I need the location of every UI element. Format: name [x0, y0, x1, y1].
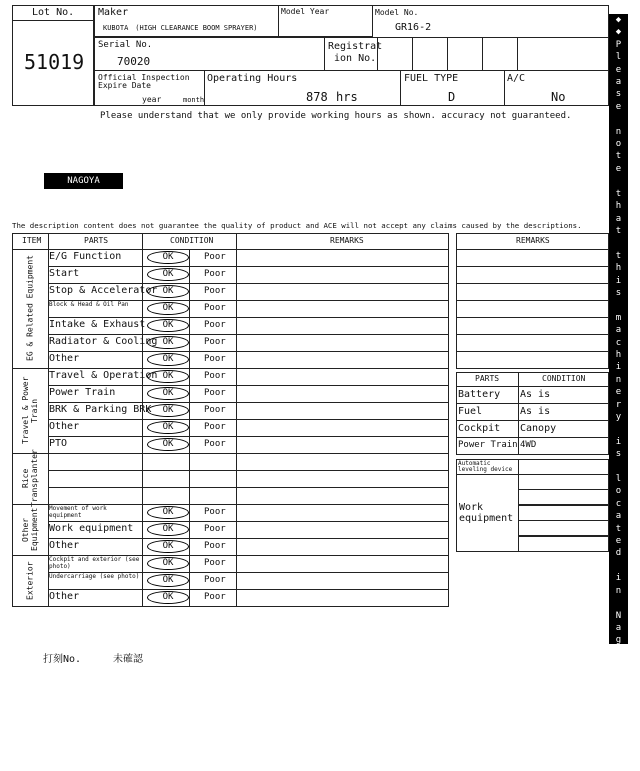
spec-value: As is [520, 389, 551, 400]
model-year-label: Model Year [281, 7, 330, 16]
remarks-cell [236, 317, 449, 335]
year-label: year [142, 95, 162, 104]
remarks-cell [236, 334, 449, 352]
remarks-cell [236, 419, 449, 437]
right-remarks-row [456, 300, 609, 318]
group-label: Other Equipment [21, 507, 39, 552]
part-label: Undercarriage (see photo) [49, 573, 140, 580]
hours-note: Please understand that we only provide working hours as shown. accuracy not guaranteed. [100, 111, 572, 121]
ok-checkbox: OK [147, 557, 189, 570]
inspection-label-1: Official Inspection [98, 73, 190, 82]
ok-cell [142, 453, 190, 471]
reg-cell-4 [482, 37, 518, 71]
poor-option: Poor [204, 524, 226, 534]
poor-cell [189, 470, 237, 488]
part-label: Travel & Operation [49, 370, 158, 381]
remarks-cell [236, 266, 449, 284]
poor-option: Poor [204, 575, 226, 585]
stamp-no-label: 打刻No. [43, 654, 82, 665]
part-label: PTO [49, 438, 68, 449]
poor-cell [189, 453, 237, 471]
remarks-cell [236, 368, 449, 386]
work-equipment-row [518, 474, 609, 490]
poor-option: Poor [204, 507, 226, 517]
part-label: Radiator & Cooling [49, 336, 158, 347]
right-remarks-row [456, 351, 609, 369]
group-label: Exterior [25, 561, 35, 600]
hours-unit: hrs [336, 90, 358, 104]
leveling-value [518, 459, 609, 475]
inspection-label-2: Expire Date [98, 81, 151, 90]
parts-header-label: PARTS [475, 374, 500, 383]
header-item: ITEM [22, 236, 42, 245]
ok-checkbox: OK [147, 506, 189, 519]
group-label: EG & Related Equipment [25, 255, 35, 362]
part-label: Other [49, 353, 80, 364]
work-equipment-row [518, 536, 609, 552]
right-remarks-row [456, 266, 609, 284]
remarks-cell [236, 283, 449, 301]
ok-checkbox: OK [147, 591, 189, 604]
registration-label-2: ion No. [334, 53, 377, 64]
poor-option: Poor [204, 592, 226, 602]
ac-value: No [551, 90, 566, 104]
part-label: Stop & Accelerator [49, 285, 158, 296]
table-row [48, 453, 143, 471]
spec-label: Fuel [458, 406, 483, 417]
part-label: Work equipment [49, 523, 134, 534]
hours-label: Operating Hours [207, 73, 298, 84]
ok-checkbox: OK [147, 523, 189, 536]
part-label: E/G Function [49, 251, 122, 262]
poor-option: Poor [204, 269, 226, 279]
maker-label: Maker [98, 7, 129, 18]
month-label: month [183, 96, 205, 104]
right-remarks-row [456, 283, 609, 301]
remarks-cell [236, 589, 449, 607]
leveling-label: Automatic leveling device [458, 460, 513, 473]
poor-option: Poor [204, 405, 226, 415]
part-label: Start [49, 268, 80, 279]
remarks-cell [236, 555, 449, 573]
remarks-cell [236, 300, 449, 318]
registration-label-1: Registrat [328, 41, 383, 52]
part-label: BRK & Parking BRK [49, 404, 152, 415]
remarks-cell [236, 249, 449, 267]
ok-checkbox: OK [147, 370, 189, 383]
side-banner [609, 14, 628, 770]
poor-option: Poor [204, 388, 226, 398]
work-label-1: Work [459, 502, 484, 513]
ok-cell [142, 487, 190, 505]
ok-cell [142, 470, 190, 488]
spec-label: Power Train [458, 440, 518, 450]
remarks-cell [236, 504, 449, 522]
ok-checkbox: OK [147, 421, 189, 434]
ok-checkbox: OK [147, 438, 189, 451]
ok-checkbox: OK [147, 319, 189, 332]
header-remarks: REMARKS [330, 236, 364, 245]
ac-label: A/C [507, 73, 526, 84]
part-label: Other [49, 421, 80, 432]
serial-value: 70020 [117, 55, 151, 68]
model-no-label: Model No. [375, 8, 419, 17]
serial-label: Serial No. [98, 40, 153, 50]
reg-cell-3 [447, 37, 483, 71]
ok-checkbox: OK [147, 285, 189, 298]
model-no-value: GR16-2 [395, 22, 432, 33]
table-row [48, 487, 143, 505]
poor-option: Poor [204, 252, 226, 262]
spec-value: Canopy [520, 423, 557, 434]
spec-value: As is [520, 406, 551, 417]
reg-cell-1 [377, 37, 413, 71]
poor-option: Poor [204, 422, 226, 432]
remarks-cell [236, 538, 449, 556]
group-label: Rice Transplanter [21, 449, 39, 508]
spec-value: 4WD [520, 440, 537, 450]
ok-checkbox: OK [147, 574, 189, 587]
part-label: Cockpit and exterior (see photo) [49, 556, 140, 570]
poor-cell [189, 487, 237, 505]
remarks-cell [236, 351, 449, 369]
part-label: Movement of work equipment [49, 505, 107, 519]
reg-cell-2 [412, 37, 448, 71]
part-label: Intake & Exhaust [49, 319, 146, 330]
right-remarks-row [456, 249, 609, 267]
poor-option: Poor [204, 354, 226, 364]
poor-option: Poor [204, 320, 226, 330]
fuel-label: FUEL TYPE [404, 73, 459, 84]
header-parts: PARTS [84, 236, 109, 245]
condition-header-label: CONDITION [542, 374, 586, 383]
ok-checkbox: OK [147, 404, 189, 417]
ok-checkbox: OK [147, 336, 189, 349]
ok-checkbox: OK [147, 540, 189, 553]
hours-value: 878 [306, 90, 328, 104]
lot-label: Lot No. [32, 7, 75, 18]
work-label-2: equipment [459, 513, 514, 524]
table-row [48, 470, 143, 488]
header-condition: CONDITION [170, 236, 214, 245]
poor-option: Poor [204, 286, 226, 296]
remarks-cell [236, 385, 449, 403]
maker-value: KUBOTA (HIGH CLEARANCE BOOM SPRAYER) [103, 24, 258, 32]
ok-checkbox: OK [147, 302, 189, 315]
ok-checkbox: OK [147, 387, 189, 400]
remarks-cell [236, 521, 449, 539]
remarks-cell [236, 470, 449, 488]
ok-checkbox: OK [147, 251, 189, 264]
part-label: Power Train [49, 387, 116, 398]
unconfirmed-label: 未確認 [113, 654, 143, 665]
spec-label: Cockpit [458, 423, 501, 434]
right-remarks-label: REMARKS [516, 236, 550, 245]
poor-option: Poor [204, 303, 226, 313]
lot-number: 51019 [24, 50, 85, 74]
spec-label: Battery [458, 389, 501, 400]
fuel-value: D [448, 90, 456, 104]
reg-cell-5 [517, 37, 609, 71]
remarks-cell [236, 402, 449, 420]
right-remarks-row [456, 317, 609, 335]
part-label: Other [49, 540, 80, 551]
remarks-cell [236, 572, 449, 590]
disclaimer: The description content does not guarantee the quality of product and ACE will not accept any claims caused by the descriptions. [12, 221, 582, 230]
right-remarks-row [456, 334, 609, 352]
part-label: Block & Head & Oil Pan [49, 301, 129, 308]
poor-option: Poor [204, 439, 226, 449]
work-equipment-row [518, 520, 609, 536]
part-label: Other [49, 591, 80, 602]
remarks-cell [236, 453, 449, 471]
ok-checkbox: OK [147, 268, 189, 281]
side-banner-text: ◆ ◆ P l e a s e n o t e t h a t t h i s m a c h i n e r y i s l o c a t e d i n N a g o y a Y a r d ◆ ◆ [615, 15, 622, 770]
poor-option: Poor [204, 371, 226, 381]
remarks-cell [236, 487, 449, 505]
work-equipment-row [518, 505, 609, 521]
poor-option: Poor [204, 558, 226, 568]
work-equipment-row [518, 489, 609, 505]
remarks-cell [236, 436, 449, 454]
ok-checkbox: OK [147, 353, 189, 366]
poor-option: Poor [204, 337, 226, 347]
group-label: Travel & Power Train [21, 376, 39, 445]
poor-option: Poor [204, 541, 226, 551]
location-tag: NAGOYA [44, 173, 123, 189]
